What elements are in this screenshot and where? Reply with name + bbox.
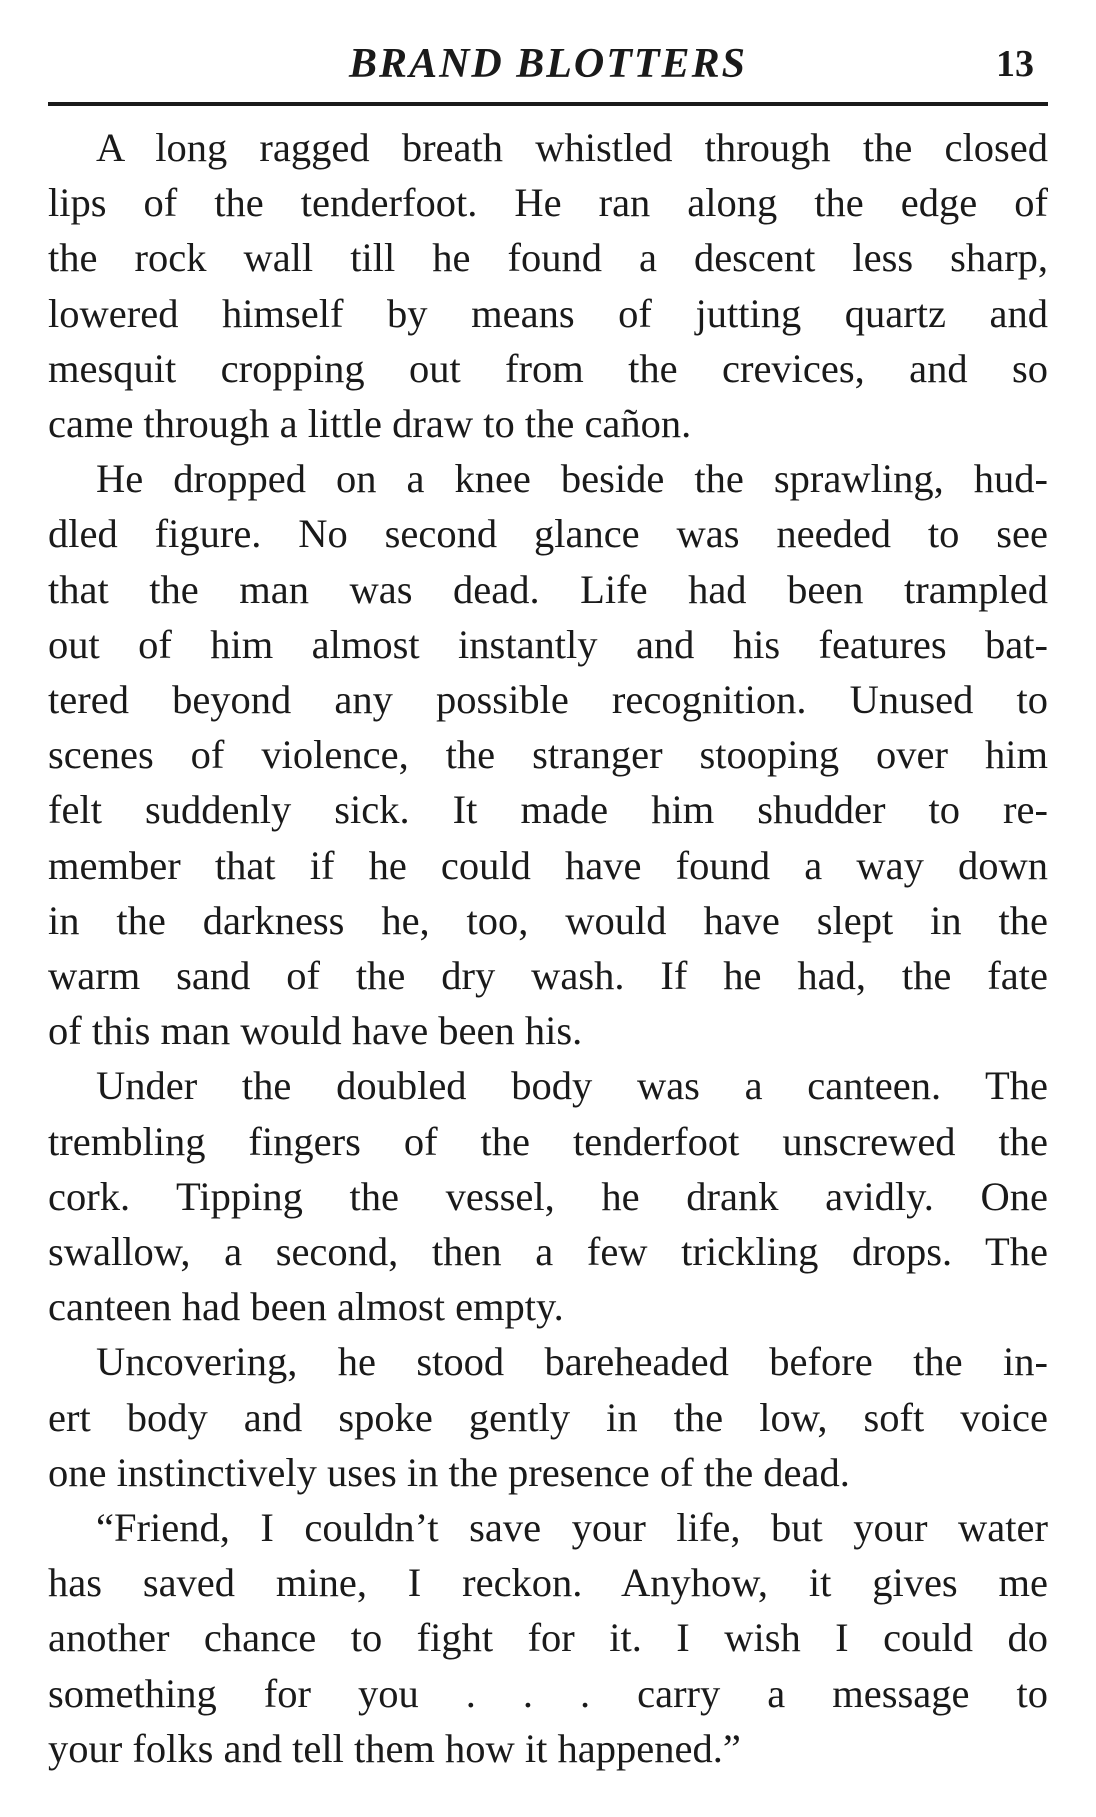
text-line: that the man was dead. Life had been trampled (48, 566, 1048, 612)
text-line: the rock wall till he found a descent less sharp, (48, 235, 1048, 281)
book-page (48, 38, 1048, 1776)
text-line: He dropped on a knee beside the sprawling, hud- (96, 456, 1048, 502)
running-title: BRAND BLOTTERS (349, 41, 747, 87)
paragraph (48, 451, 1048, 1058)
text-line: has saved mine, I reckon. Anyhow, it gives me (48, 1560, 1048, 1606)
text-line: swallow, a second, then a few trickling drops. The (48, 1229, 1048, 1275)
text-line: lips of the tenderfoot. He ran along the edge of (48, 180, 1048, 226)
text-line: another chance to fight for it. I wish I could do (48, 1615, 1048, 1661)
text-line: warm sand of the dry wash. If he had, the fate (48, 953, 1048, 999)
text-line: cork. Tipping the vessel, he drank avidly. One (48, 1173, 1048, 1219)
text-line: one instinctively uses in the presence of the dead. (48, 1449, 850, 1495)
text-line: mesquit cropping out from the crevices, and so (48, 345, 1048, 391)
text-line: tered beyond any possible recognition. Unused to (48, 677, 1048, 723)
paragraph (48, 1500, 1048, 1776)
text-line: in the darkness he, too, would have slept in the (48, 897, 1048, 943)
running-head (48, 38, 1048, 98)
paragraph (48, 1058, 1048, 1334)
page-number: 13 (996, 43, 1034, 85)
text-line: lowered himself by means of jutting quartz and (48, 290, 1048, 336)
text-line: your folks and tell them how it happened.” (48, 1725, 741, 1771)
text-line: “Friend, I couldn’t save your life, but your water (96, 1505, 1048, 1551)
text-line: scenes of violence, the stranger stooping over him (48, 732, 1048, 778)
text-line: felt suddenly sick. It made him shudder to re- (48, 787, 1048, 833)
body-text (48, 120, 1048, 1776)
text-line: out of him almost instantly and his features bat- (48, 621, 1048, 667)
text-line: Under the doubled body was a canteen. The (96, 1063, 1048, 1109)
text-line: ert body and spoke gently in the low, soft voice (48, 1394, 1048, 1440)
text-line: A long ragged breath whistled through the closed (96, 125, 1048, 170)
text-line: canteen had been almost empty. (48, 1284, 564, 1330)
text-line: dled figure. No second glance was needed to see (48, 511, 1048, 557)
header-rule (48, 102, 1048, 106)
paragraph (48, 1334, 1048, 1500)
text-line: trembling fingers of the tenderfoot unscrewed the (48, 1118, 1048, 1164)
text-line: member that if he could have found a way down (48, 842, 1048, 888)
text-line: of this man would have been his. (48, 1008, 583, 1054)
text-line: came through a little draw to the cañon. (48, 401, 692, 447)
text-line: something for you . . . carry a message to (48, 1670, 1048, 1716)
text-line: Uncovering, he stood bareheaded before the in- (96, 1339, 1048, 1385)
paragraph (48, 120, 1048, 451)
